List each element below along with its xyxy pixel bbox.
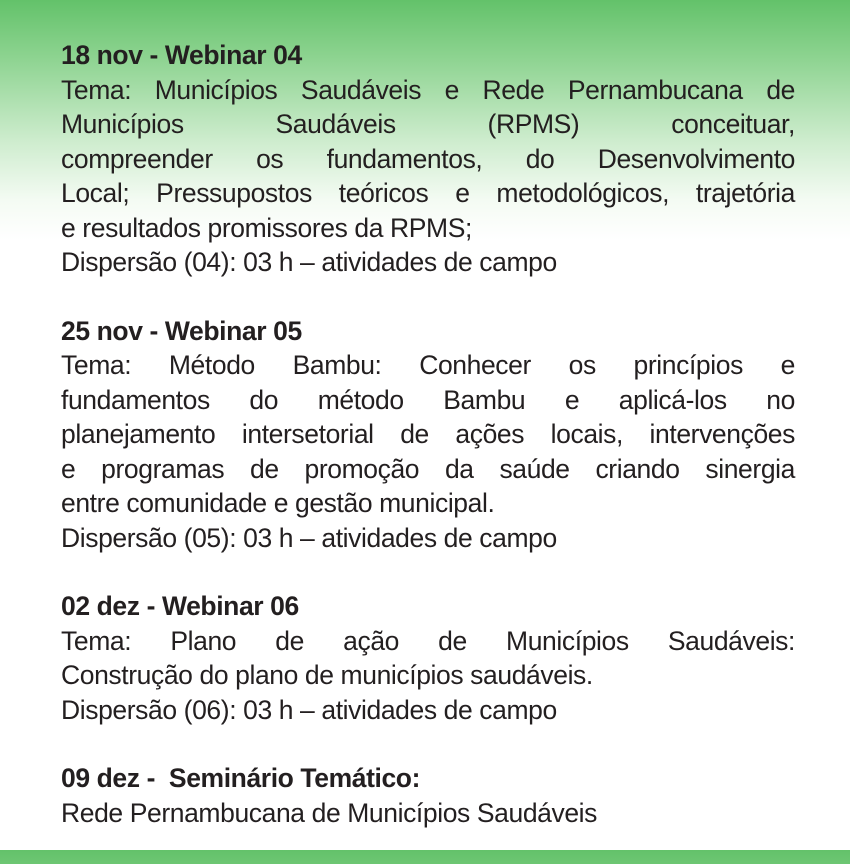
webinar-06-section <box>61 589 795 727</box>
webinar-04-section <box>61 38 795 280</box>
theme-line: entre comunidade e gestão municipal. <box>61 488 495 518</box>
theme-line: fundamentos do método Bambu e aplicá-los no <box>61 384 795 415</box>
section-heading: 18 nov - Webinar 04 <box>61 40 302 70</box>
theme-line: Tema: Municípios Saudáveis e Rede Pernambucana de <box>61 74 795 105</box>
theme-line: planejamento intersetorial de ações locais, intervenções <box>61 419 795 449</box>
dispersion-line: Dispersão (06): 03 h – atividades de campo <box>61 694 557 725</box>
theme-line: e resultados promissores da RPMS; <box>61 212 472 243</box>
theme-line: Tema: Plano de ação de Municípios Saudáveis: <box>61 625 795 656</box>
theme-line: compreender os fundamentos, do Desenvolvimento <box>61 143 795 174</box>
schedule-content <box>61 38 795 864</box>
theme-line: Tema: Método Bambu: Conhecer os princípios e <box>61 350 795 380</box>
theme-line: Municípios Saudáveis (RPMS) conceituar, <box>61 109 795 139</box>
dispersion-line: Dispersão (04): 03 h – atividades de campo <box>61 247 557 277</box>
seminar-section <box>61 761 795 830</box>
section-heading: 25 nov - Webinar 05 <box>61 315 302 346</box>
section-heading: 09 dez - Seminário Temático: <box>61 763 421 793</box>
section-heading: 02 dez - Webinar 06 <box>61 591 299 621</box>
theme-line: Rede Pernambucana de Municípios Saudáveis <box>61 797 598 828</box>
dispersion-line: Dispersão (05): 03 h – atividades de campo <box>61 522 557 553</box>
theme-line: Local; Pressupostos teóricos e metodológicos, trajetória <box>61 178 795 208</box>
webinar-05-section <box>61 314 795 556</box>
theme-line: e programas de promoção da saúde criando sinergia <box>61 453 795 484</box>
theme-line: Construção do plano de municípios saudáveis. <box>61 660 593 690</box>
